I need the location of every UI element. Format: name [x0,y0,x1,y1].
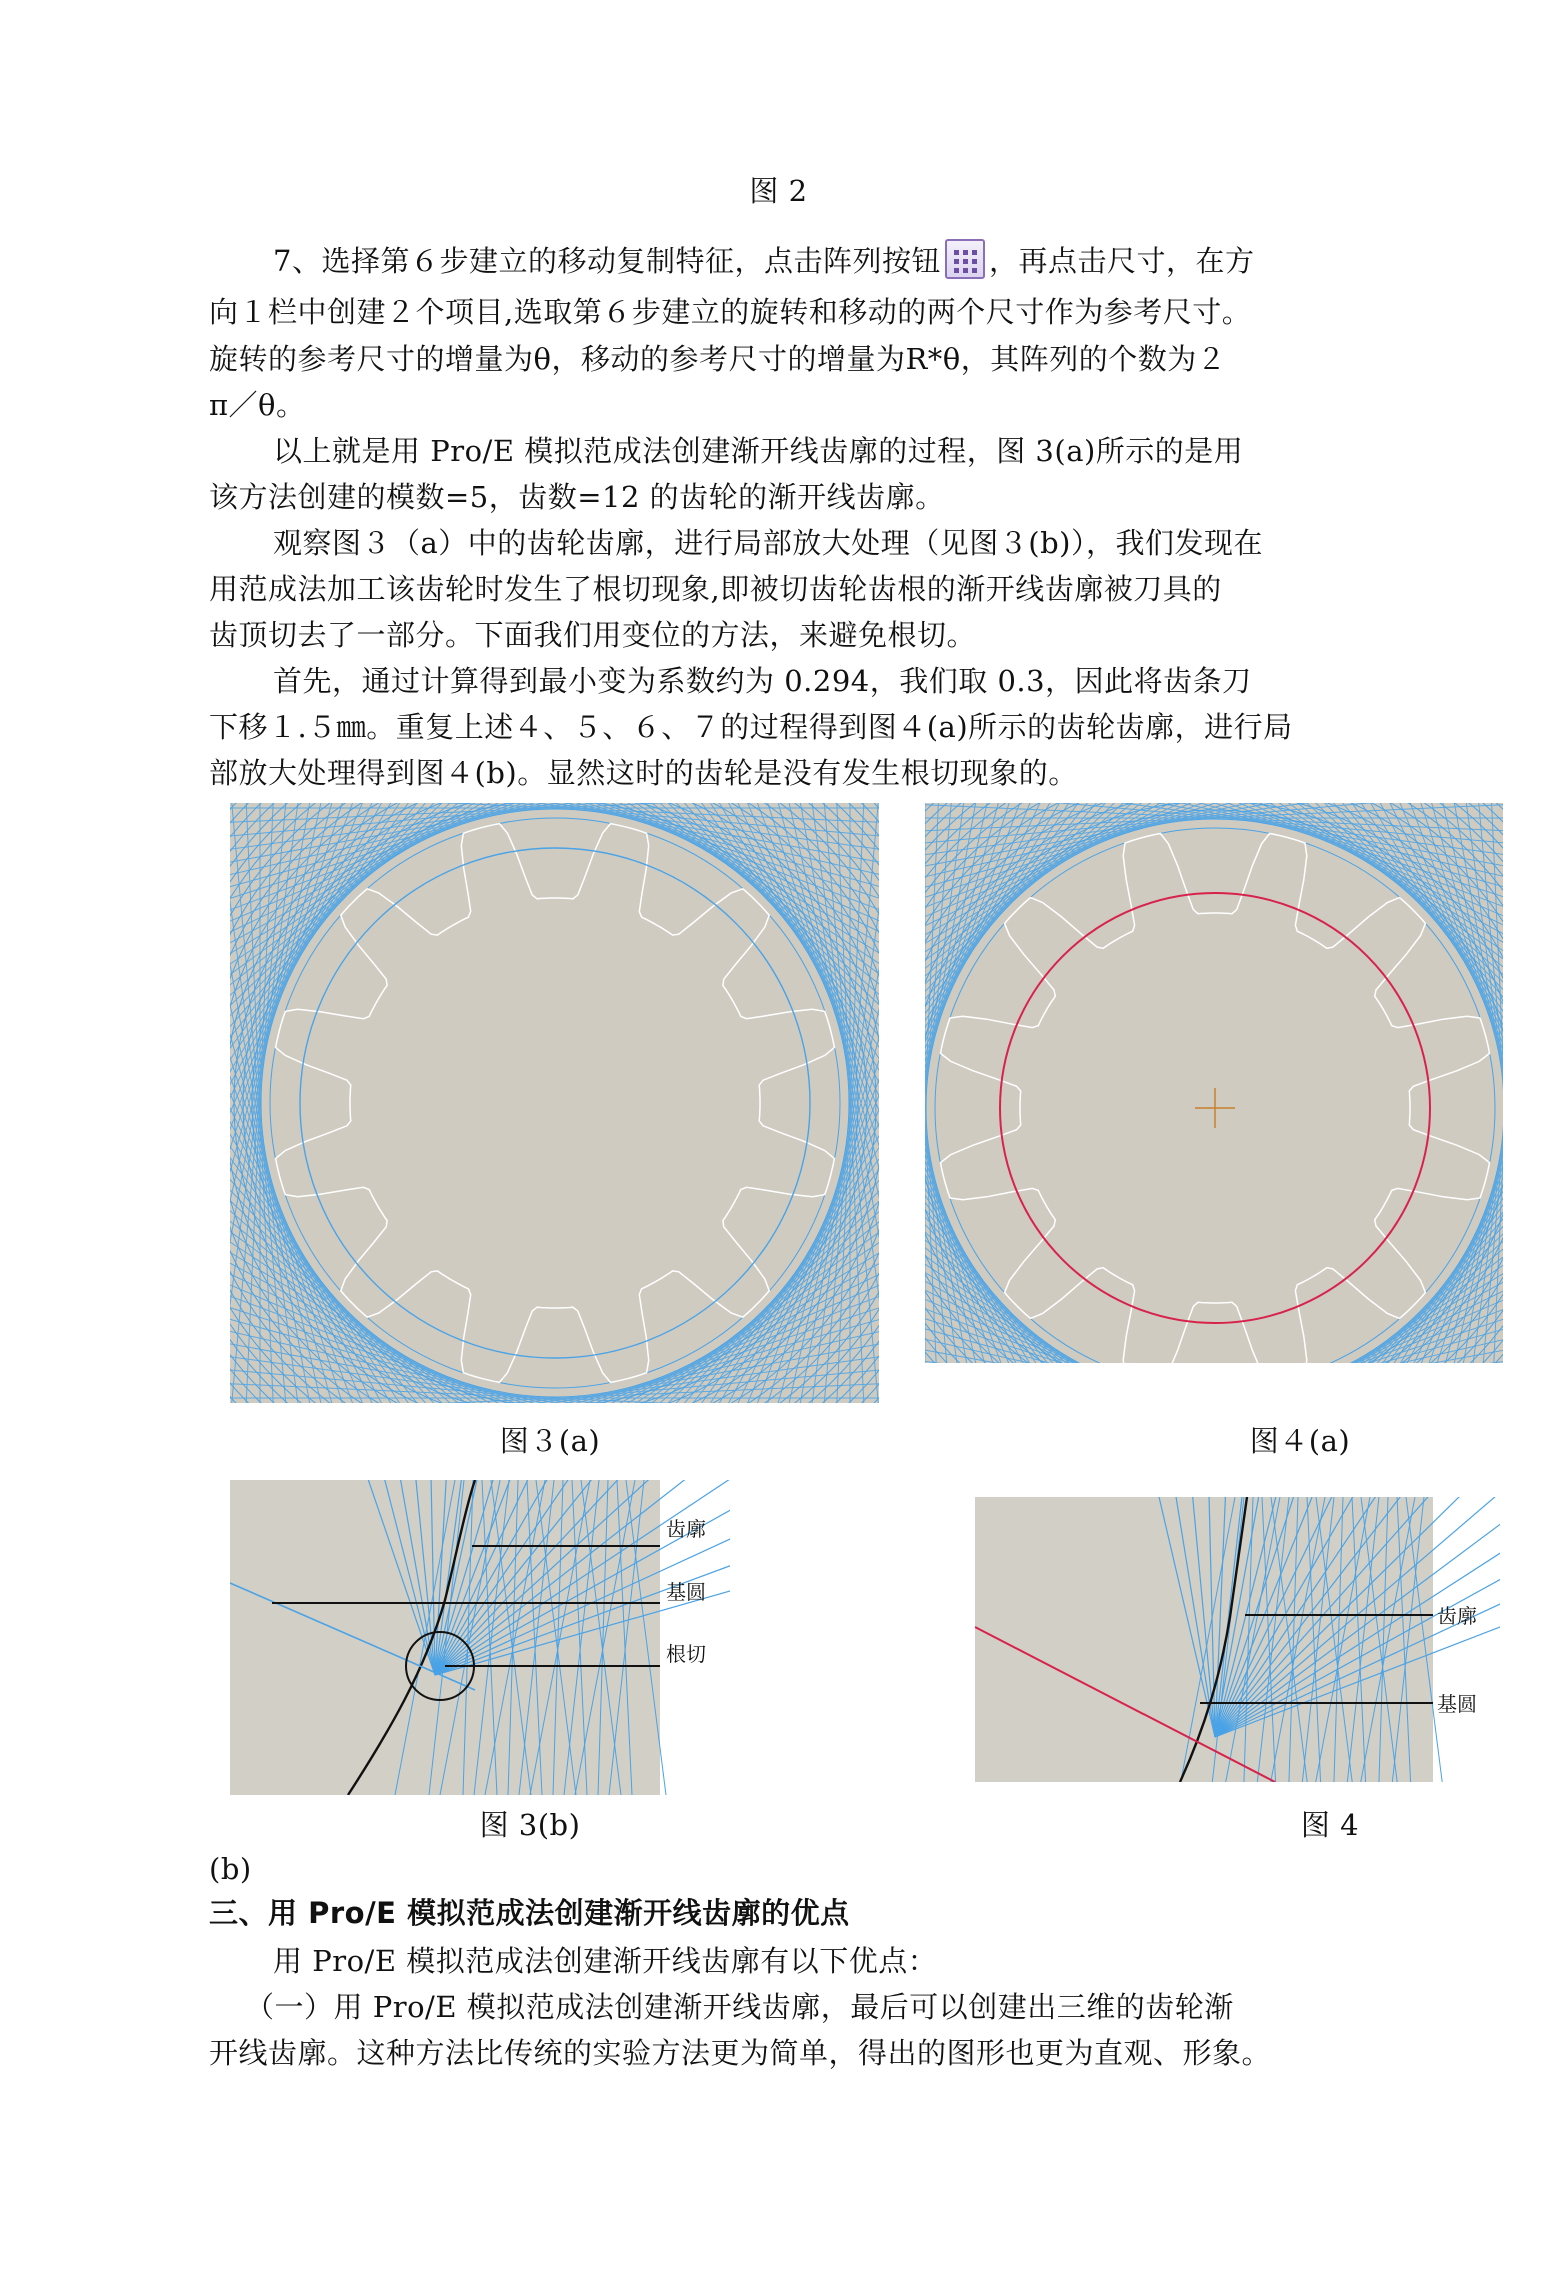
figure-4b-background [975,1497,1433,1782]
figure-3b-label-base-circle: 基圆 [666,1580,706,1604]
figure-4a-gear-image [925,803,1503,1363]
figure-4a-caption: 图４(a) [1249,1424,1351,1458]
section-3-item1-line2: 开线齿廓。这种方法比传统的实验方法更为简单，得出的图形也更为直观、形象。 [209,2036,1272,2070]
figure-2-caption: 图 2 [749,174,808,208]
figure-4b-detail [975,1497,1500,1782]
figure-3a-gear-image [230,803,879,1403]
figure-3b-label-undercut: 根切 [666,1642,706,1666]
figure-3b-detail [230,1480,730,1795]
step7-line1: 7、选择第６步建立的移动复制特征，点击阵列按钮 ，再点击尺寸，在方 [273,238,1254,284]
figure-3b-label-profile: 齿廓 [666,1517,706,1541]
para3-line3: 齿顶切去了一部分。下面我们用变位的方法，来避免根切。 [209,618,977,652]
step7-line4: π／θ。 [209,388,306,422]
section-3-intro: 用 Pro/E 模拟范成法创建渐开线齿廓有以下优点： [273,1944,938,1978]
figure-4b-label-profile: 齿廓 [1437,1604,1477,1628]
para4-line2: 下移１.５㎜。重复上述４、５、６、７的过程得到图４(a)所示的齿轮齿廓，进行局 [209,710,1293,744]
figure-4b-label-base-circle: 基圆 [1437,1692,1477,1716]
figure-3a-caption: 图３(a) [499,1424,601,1458]
step7-line2: 向１栏中创建２个项目,选取第６步建立的旋转和移动的两个尺寸作为参考尺寸。 [209,295,1252,329]
para4-line1: 首先，通过计算得到最小变为系数约为 0.294，我们取 0.3，因此将齿条刀 [273,664,1252,698]
section-3-heading: 三、用 Pro/E 模拟范成法创建渐开线齿廓的优点 [209,1896,850,1930]
para2-line1: 以上就是用 Pro/E 模拟范成法创建渐开线齿廓的过程，图 3(a)所示的是用 [273,434,1244,468]
gear-4a-drawing [925,803,1503,1363]
figure-3b-background [230,1480,660,1795]
figure-4b-caption: 图 4 [1300,1808,1360,1842]
gear-3a-drawing [230,803,879,1403]
pattern-array-icon [945,239,985,279]
step7-line3: 旋转的参考尺寸的增量为θ，移动的参考尺寸的增量为R*θ，其阵列的个数为２ [209,342,1227,376]
figure-3b-caption: 图 3(b) [479,1808,581,1842]
orphan-b-label: (b) [209,1852,252,1886]
para3-line2: 用范成法加工该齿轮时发生了根切现象,即被切齿轮齿根的渐开线齿廓被刀具的 [209,572,1222,606]
para3-line1: 观察图３（a）中的齿轮齿廓，进行局部放大处理（见图３(b)），我们发现在 [273,526,1263,560]
para4-line3: 部放大处理得到图４(b)。显然这时的齿轮是没有发生根切现象的。 [209,756,1078,790]
section-3-item1-line1: （一）用 Pro/E 模拟范成法创建渐开线齿廓，最后可以创建出三维的齿轮渐 [245,1990,1234,2024]
para2-line2: 该方法创建的模数=5，齿数=12 的齿轮的渐开线齿廓。 [209,480,945,514]
gear-body [276,824,835,1383]
